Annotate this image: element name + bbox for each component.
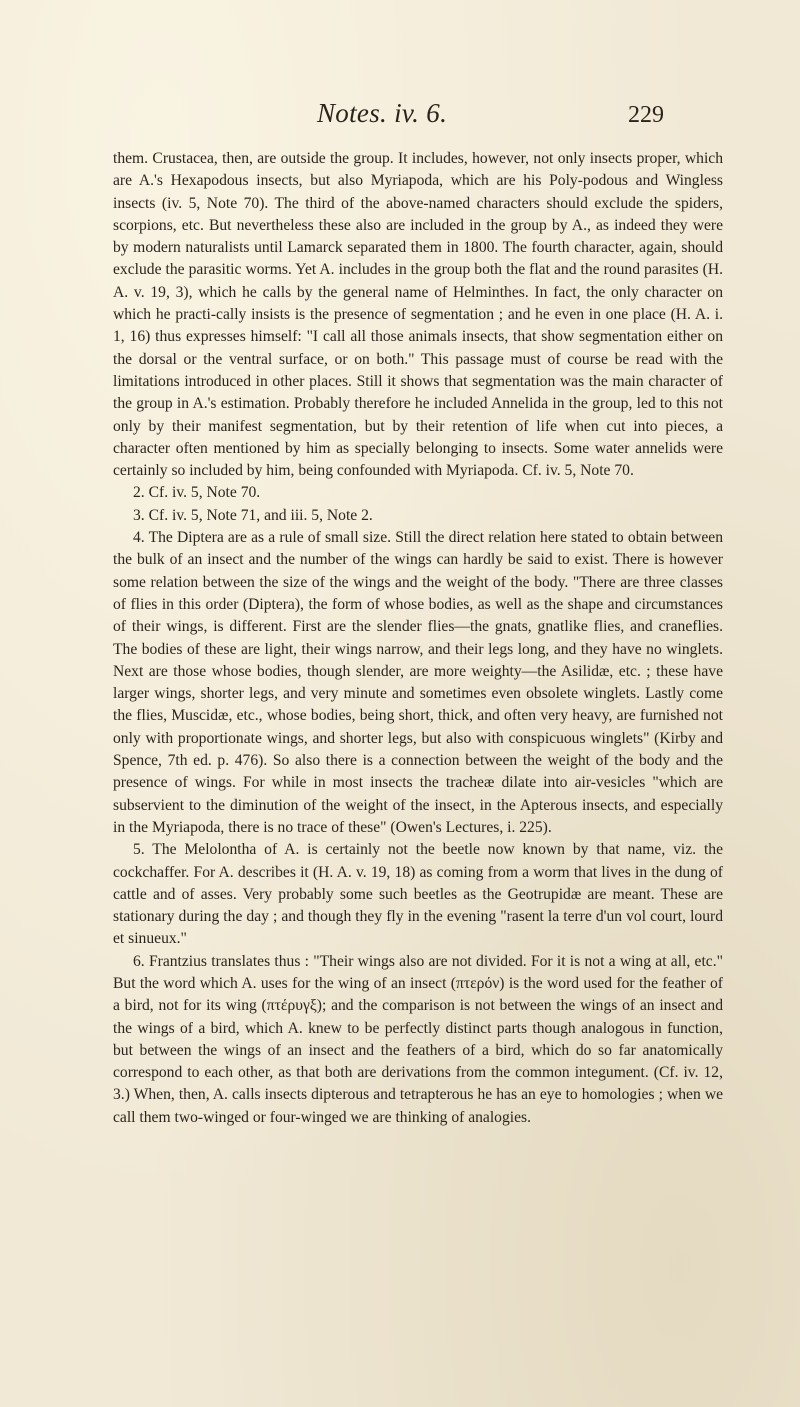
note-3: 3. Cf. iv. 5, Note 71, and iii. 5, Note 2.	[133, 506, 373, 524]
paragraph-continuation: them. Crustacea, then, are outside the group. It includes, however, not only insects proper, which are A.'s Hexapodous insects, but also Myriapoda, which are his Poly-podous and Wingless insects (iv. 5, Note 70). The third of the above-named characters should exclude the spiders, scorpions, etc. But nevertheless these also are included in the group by A., as indeed they were by modern naturalists until Lamarck separated them in 1800. The fourth character, again, should exclude the parasitic worms. Yet A. includes in the group both the flat and the round parasites (H. A. v. 19, 3), which he calls by the general name of Helminthes. In fact, the only character on which he practi-cally insists is the presence of segmentation ; and he even in one place (H. A. i. 1, 16) thus expresses himself: "I call all those animals insects, that show segmentation either on the dorsal or the ventral surface, or on both." This passage must of course be read with the limitations introduced in other places. Still it shows that segmentation was the main character of the group in A.'s estimation. Probably therefore he included Annelida in the group, led to this not only by their manifest segmentation, but by their retention of life when cut into pieces, a character often mentioned by him as specially belonging to insects. Some water annelids were certainly so included by him, being confounded with Myriapoda. Cf. iv. 5, Note 70.	[113, 150, 723, 480]
note-5: 5. The Melolontha of A. is certainly not the beetle now known by that name, viz. the cockchaffer. For A. describes it (H. A. v. 19, 18) as coming from a worm that lives in the dung of cattle and of asses. Very probably some such beetles as the Geotrupidæ are meant. These are stationary during the day ; and though they fly in the evening "rasent la terre d'un vol court, lourd et sinueux."	[113, 841, 723, 948]
page-number: 229	[628, 102, 664, 128]
note-6: 6. Frantzius translates thus : "Their wings also are not divided. For it is not a wing at all, etc." But the word which A. uses for the wing of an insect (πτερόν) is the word used for the feather of a bird, not for its wing (πτέρυγξ); and the comparison is not between the wings of an insect and the wings of a bird, which A. knew to be perfectly distinct parts though analogous in function, but between the wings of an insect and the feathers of a bird, which do so far anatomically correspond to each other, as that both are derivations from the common integument. (Cf. iv. 12, 3.) When, then, A. calls insects dipterous and tetrapterous he has an eye to homologies ; when we call them two-winged or four-winged we are thinking of analogies.	[113, 952, 723, 1126]
note-4: 4. The Diptera are as a rule of small size. Still the direct relation here stated to obtain between the bulk of an insect and the number of the wings can hardly be said to exist. There is however some relation between the size of the wings and the weight of the body. "There are three classes of flies in this order (Diptera), the form of whose bodies, as well as the shape and circumstances of their wings, is different. First are the slender flies—the gnats, gnatlike flies, and craneflies. The bodies of these are light, their wings narrow, and their legs long, and they have no winglets. Next are those whose bodies, though slender, are more weighty—the Asilidæ, etc. ; these have larger wings, shorter legs, and very minute and sometimes even obsolete winglets. Lastly come the flies, Muscidæ, etc., whose bodies, being short, thick, and often very heavy, are furnished not only with proportionate wings, and shorter legs, but also with conspicuous winglets" (Kirby and Spence, 7th ed. p. 476). So also there is a connection between the weight of the body and the presence of wings. For while in most insects the tracheæ dilate into air-vesicles "which are subservient to the diminution of the weight of the insect, in the Apterous insects, and especially in the Myriapoda, there is no trace of these" (Owen's Lectures, i. 225).	[113, 529, 723, 836]
running-title: Notes. iv. 6.	[317, 98, 448, 128]
body-text	[113, 148, 723, 1129]
page-header	[0, 98, 800, 138]
note-2: 2. Cf. iv. 5, Note 70.	[133, 484, 261, 502]
